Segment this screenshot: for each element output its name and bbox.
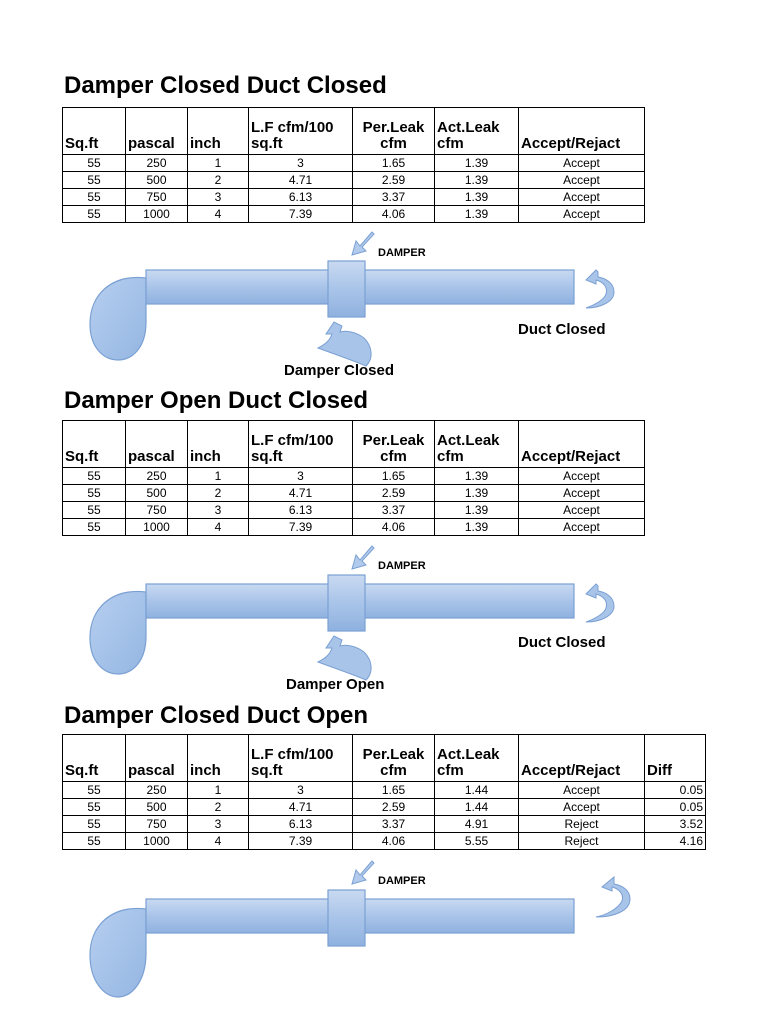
cell-lf: 6.13 — [249, 502, 353, 519]
cell-per-leak: 1.65 — [353, 782, 435, 799]
cell-per-leak: 3.37 — [353, 816, 435, 833]
cell-per-leak: 1.65 — [353, 155, 435, 172]
header-per-leak: Per.Leak cfm — [353, 421, 435, 468]
cell-diff: 3.52 — [645, 816, 706, 833]
damper-label: DAMPER — [378, 247, 426, 259]
header-act-leak: Act.Leak cfm — [435, 108, 519, 155]
cell-result: Accept — [519, 172, 645, 189]
table-row — [63, 468, 645, 485]
cell-per-leak: 2.59 — [353, 799, 435, 816]
cell-result: Accept — [519, 206, 645, 223]
duct-open-arrow-icon — [596, 877, 630, 917]
duct-diagram — [0, 855, 768, 1024]
table-row — [63, 502, 645, 519]
damper-state-label: Damper Closed — [284, 362, 395, 379]
cell-inch: 4 — [188, 833, 249, 850]
cell-per-leak: 4.06 — [353, 833, 435, 850]
header-act-leak: Act.Leak cfm — [435, 421, 519, 468]
cell-lf: 6.13 — [249, 816, 353, 833]
damper-label: DAMPER — [378, 875, 426, 887]
damper-pointer-icon — [352, 232, 374, 255]
cell-pascal: 500 — [126, 172, 188, 189]
header-diff: Diff — [645, 735, 706, 782]
header-lf: L.F cfm/100 sq.ft — [249, 108, 353, 155]
duct-closed-arrow-icon — [586, 270, 614, 308]
cell-result: Accept — [519, 155, 645, 172]
cell-lf: 4.71 — [249, 485, 353, 502]
cell-act-leak: 1.44 — [435, 799, 519, 816]
leak-test-table — [62, 734, 706, 850]
table-row — [63, 172, 645, 189]
cell-lf: 7.39 — [249, 833, 353, 850]
cell-sqft: 55 — [63, 519, 126, 536]
duct-diagram — [0, 540, 768, 700]
cell-lf: 6.13 — [249, 189, 353, 206]
section-title: Damper Open Duct Closed — [64, 387, 369, 414]
damper-block — [328, 575, 365, 631]
cell-inch: 2 — [188, 172, 249, 189]
cell-result: Accept — [519, 782, 645, 799]
cell-pascal: 750 — [126, 189, 188, 206]
cell-act-leak: 1.39 — [435, 189, 519, 206]
cell-inch: 1 — [188, 468, 249, 485]
section-title: Damper Closed Duct Open — [64, 702, 369, 729]
damper-state-label: Damper Open — [286, 676, 385, 693]
cell-pascal: 500 — [126, 799, 188, 816]
cell-act-leak: 5.55 — [435, 833, 519, 850]
cell-act-leak: 1.44 — [435, 782, 519, 799]
header-pascal: pascal — [126, 108, 188, 155]
cell-pascal: 250 — [126, 155, 188, 172]
damper-label: DAMPER — [378, 560, 426, 572]
header-accept-reject: Accept/Rejact — [519, 735, 645, 782]
header-sqft: Sq.ft — [63, 421, 126, 468]
cell-lf: 3 — [249, 468, 353, 485]
section-title: Damper Closed Duct Closed — [64, 72, 387, 99]
cell-result: Accept — [519, 189, 645, 206]
table-header-row — [63, 421, 645, 468]
cell-pascal: 1000 — [126, 519, 188, 536]
cell-act-leak: 1.39 — [435, 502, 519, 519]
cell-sqft: 55 — [63, 189, 126, 206]
cell-lf: 4.71 — [249, 799, 353, 816]
table-row — [63, 816, 706, 833]
cell-result: Accept — [519, 468, 645, 485]
damper-state-arrow-icon — [318, 322, 371, 366]
cell-lf: 7.39 — [249, 206, 353, 223]
header-pascal: pascal — [126, 421, 188, 468]
cell-act-leak: 1.39 — [435, 206, 519, 223]
cell-per-leak: 4.06 — [353, 519, 435, 536]
cell-sqft: 55 — [63, 816, 126, 833]
cell-pascal: 750 — [126, 816, 188, 833]
table-row — [63, 519, 645, 536]
table-row — [63, 485, 645, 502]
header-inch: inch — [188, 735, 249, 782]
table-header-row — [63, 735, 706, 782]
cell-sqft: 55 — [63, 468, 126, 485]
cell-pascal: 250 — [126, 468, 188, 485]
cell-sqft: 55 — [63, 172, 126, 189]
cell-result: Accept — [519, 502, 645, 519]
cell-inch: 3 — [188, 189, 249, 206]
cell-inch: 4 — [188, 519, 249, 536]
cell-result: Accept — [519, 519, 645, 536]
cell-inch: 2 — [188, 485, 249, 502]
fan-housing-icon — [90, 591, 146, 674]
duct-closed-arrow-icon — [586, 584, 614, 622]
cell-act-leak: 1.39 — [435, 468, 519, 485]
header-accept-reject: Accept/Rejact — [519, 421, 645, 468]
damper-pointer-icon — [352, 861, 374, 884]
cell-sqft: 55 — [63, 502, 126, 519]
cell-inch: 1 — [188, 155, 249, 172]
table-row — [63, 782, 706, 799]
header-lf: L.F cfm/100 sq.ft — [249, 735, 353, 782]
cell-inch: 1 — [188, 782, 249, 799]
cell-sqft: 55 — [63, 833, 126, 850]
header-accept-reject: Accept/Rejact — [519, 108, 645, 155]
header-per-leak: Per.Leak cfm — [353, 735, 435, 782]
cell-diff: 0.05 — [645, 799, 706, 816]
table-row — [63, 189, 645, 206]
header-per-leak: Per.Leak cfm — [353, 108, 435, 155]
cell-per-leak: 4.06 — [353, 206, 435, 223]
cell-sqft: 55 — [63, 485, 126, 502]
cell-inch: 4 — [188, 206, 249, 223]
damper-state-arrow-icon — [318, 636, 371, 680]
cell-inch: 3 — [188, 816, 249, 833]
leak-test-table — [62, 107, 645, 223]
table-row — [63, 833, 706, 850]
cell-act-leak: 4.91 — [435, 816, 519, 833]
cell-diff: 0.05 — [645, 782, 706, 799]
damper-block — [328, 890, 365, 946]
cell-act-leak: 1.39 — [435, 155, 519, 172]
cell-lf: 3 — [249, 155, 353, 172]
cell-pascal: 750 — [126, 502, 188, 519]
cell-per-leak: 2.59 — [353, 485, 435, 502]
cell-pascal: 250 — [126, 782, 188, 799]
cell-result: Accept — [519, 485, 645, 502]
damper-pointer-icon — [352, 546, 374, 569]
cell-per-leak: 2.59 — [353, 172, 435, 189]
cell-inch: 2 — [188, 799, 249, 816]
header-inch: inch — [188, 421, 249, 468]
cell-result: Reject — [519, 816, 645, 833]
cell-act-leak: 1.39 — [435, 172, 519, 189]
cell-pascal: 1000 — [126, 833, 188, 850]
cell-pascal: 500 — [126, 485, 188, 502]
duct-diagram — [0, 226, 768, 386]
header-inch: inch — [188, 108, 249, 155]
cell-pascal: 1000 — [126, 206, 188, 223]
cell-sqft: 55 — [63, 155, 126, 172]
cell-per-leak: 3.37 — [353, 502, 435, 519]
cell-per-leak: 3.37 — [353, 189, 435, 206]
cell-sqft: 55 — [63, 782, 126, 799]
table-row — [63, 799, 706, 816]
cell-result: Accept — [519, 799, 645, 816]
cell-diff: 4.16 — [645, 833, 706, 850]
header-act-leak: Act.Leak cfm — [435, 735, 519, 782]
cell-act-leak: 1.39 — [435, 519, 519, 536]
table-row — [63, 206, 645, 223]
cell-result: Reject — [519, 833, 645, 850]
duct-state-label: Duct Closed — [518, 321, 606, 338]
header-sqft: Sq.ft — [63, 108, 126, 155]
damper-block — [328, 261, 365, 317]
cell-lf: 3 — [249, 782, 353, 799]
leak-test-table — [62, 420, 645, 536]
cell-per-leak: 1.65 — [353, 468, 435, 485]
fan-housing-icon — [90, 277, 146, 360]
duct-state-label: Duct Closed — [518, 634, 606, 651]
cell-lf: 4.71 — [249, 172, 353, 189]
cell-sqft: 55 — [63, 206, 126, 223]
table-row — [63, 155, 645, 172]
table-header-row — [63, 108, 645, 155]
cell-sqft: 55 — [63, 799, 126, 816]
cell-act-leak: 1.39 — [435, 485, 519, 502]
cell-inch: 3 — [188, 502, 249, 519]
fan-housing-icon — [90, 908, 146, 997]
header-lf: L.F cfm/100 sq.ft — [249, 421, 353, 468]
header-sqft: Sq.ft — [63, 735, 126, 782]
header-pascal: pascal — [126, 735, 188, 782]
cell-lf: 7.39 — [249, 519, 353, 536]
